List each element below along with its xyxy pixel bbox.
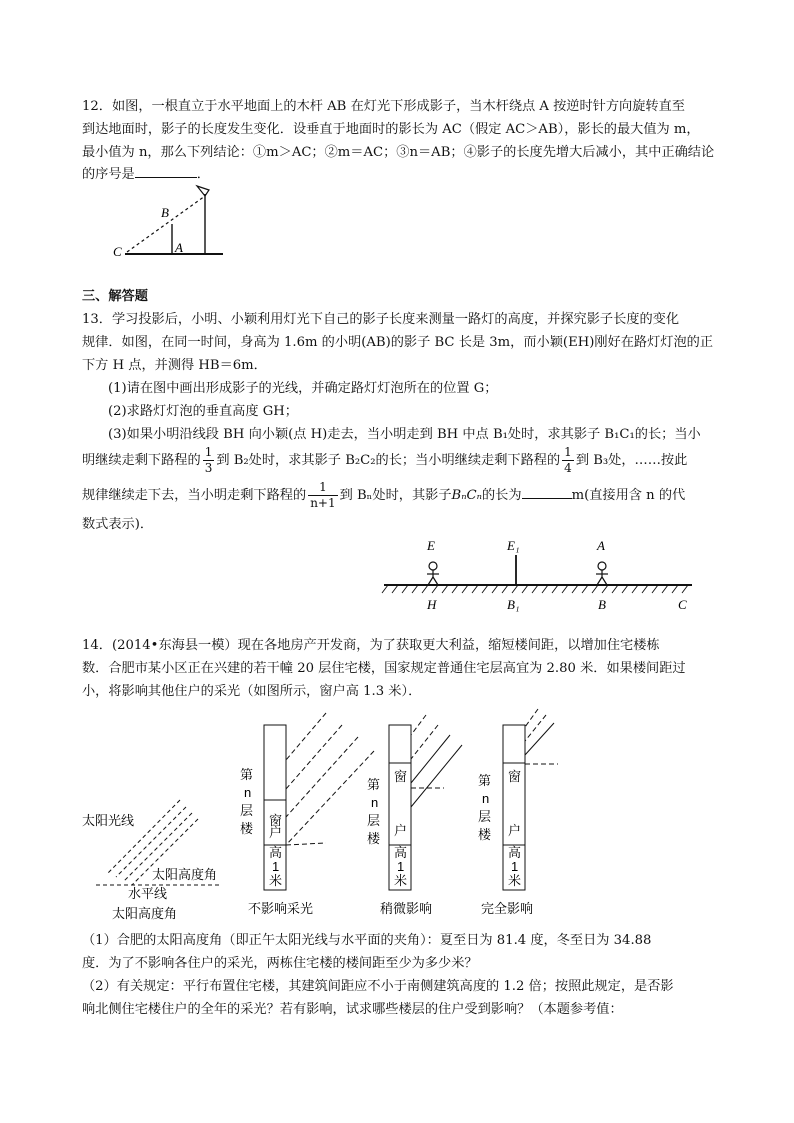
floor-label-4: 楼 <box>367 831 381 846</box>
height-label-1: 高 <box>394 845 408 860</box>
q14-line2: 数．合肥市某小区正在兴建的若干幢 20 层住宅楼，国家规定普通住宅层高宜为 2.80 米．如果楼间距过 <box>82 661 686 676</box>
shadow-line-case1 <box>286 843 326 845</box>
window-label-2: 户 <box>269 825 283 840</box>
q14-sub1-line1: （1）合肥的太阳高度角（即正午太阳光线与水平面的夹角）：夏至日为 81.4 度，冬至日为 34.88 <box>82 933 652 948</box>
q13-line2: 规律．如图，在同一时间，身高为 1.6m 的小明(AB)的影子 BC 长是 3m，而小颖(EH)刚好在路灯灯泡的正 <box>82 335 714 350</box>
rays-case3 <box>525 709 554 755</box>
floor-label-1: 第 <box>478 773 492 788</box>
q13-text: 明继续走剩下路程的 <box>82 453 201 468</box>
caption-case1: 不影响采光 <box>248 901 314 916</box>
label-h: H <box>427 597 437 612</box>
rays-case2 <box>411 715 462 807</box>
floor-label-3: 层 <box>367 813 381 828</box>
person-a-icon <box>596 562 608 585</box>
q12-line4-prefix: 的序号是 <box>82 167 135 182</box>
q13-text: 到 B₂处时，求其影子 B₂C₂的长；当小明继续走剩下路程的 <box>216 453 561 468</box>
section-title: 三、解答题 <box>82 289 148 304</box>
q12-line1: 12．如图，一根直立于水平地面上的木杆 AB 在灯光下形成影子，当木杆绕点 A 按逆时针方向旋转直至 <box>82 99 685 114</box>
label-sunlight: 太阳光线 <box>82 813 135 828</box>
label-b1: B₁ <box>507 597 520 612</box>
q13-line1: 13．学习投影后，小明、小颖利用灯光下自己的影子长度来测量一路灯的高度，并探究影子长度的变化 <box>82 312 680 327</box>
window-label-1: 窗 <box>508 769 522 784</box>
q14-line1: 14．(2014•东海县一模）现在各地房产开发商，为了获取更大利益，缩短楼间距，以增加住宅楼栋 <box>82 638 660 653</box>
label-b: B <box>598 597 606 612</box>
q14-line3: 小，将影响其他住户的采光（如图所示，窗户高 1.3 米）． <box>82 684 422 699</box>
fraction: $\frac{1}{n+1}$ <box>310 480 336 510</box>
rays-case1 <box>286 713 374 845</box>
q13-text: m(直接用含 n 的代 <box>571 488 686 503</box>
label-e1: E₁ <box>507 538 520 553</box>
height-label-2: 1 <box>397 859 405 874</box>
caption-case3: 完全影响 <box>481 901 534 916</box>
q13-part2: (2)求路灯灯泡的垂直高度 GH； <box>108 404 298 419</box>
height-label-3: 米 <box>394 873 408 888</box>
label-a: A <box>597 538 605 553</box>
q14-figure <box>80 705 580 925</box>
floor-label-1: 第 <box>367 777 381 792</box>
window-label-2: 户 <box>508 823 522 838</box>
floor-label-2: n <box>244 785 252 800</box>
height-label-3: 米 <box>508 873 522 888</box>
height-label-1: 高 <box>269 845 283 860</box>
window-label-2: 户 <box>394 823 408 838</box>
q14-sub2-line2: 响北侧住宅楼住户的全年的采光？若有影响，试求哪些楼层的住户受到影响？（本题参考值： <box>82 1002 623 1017</box>
floor-label-2: n <box>371 795 379 810</box>
floor-label-4: 楼 <box>240 821 254 836</box>
height-label-2: 1 <box>272 859 280 874</box>
answer-blank[interactable] <box>135 163 197 178</box>
label-b: B <box>161 205 169 220</box>
floor-label-1: 第 <box>240 767 254 782</box>
fraction: $\frac{1}{3}$ <box>204 445 213 475</box>
q13-text: 到 B₃处，……按此 <box>575 453 688 468</box>
floor-label-3: 层 <box>240 803 254 818</box>
ground-hatching <box>382 585 688 593</box>
floor-label-3: 层 <box>478 809 492 824</box>
answer-blank[interactable] <box>522 484 572 499</box>
q13-text: 到 Bₙ处时，其影子 <box>339 488 452 503</box>
q14-sub1-line2: 度．为了不影响各住户的采光，两栋住宅楼的楼间距至少为多少米？ <box>82 956 478 971</box>
q13-line-last: 数式表示)． <box>82 517 154 532</box>
height-label-3: 米 <box>269 873 283 888</box>
q14-sub2-line1: （2）有关规定：平行布置住宅楼，其建筑间距应不小于南侧建筑高度的 1.2 倍；按照此规定，是否影 <box>82 979 674 994</box>
label-sun-angle-bottom: 太阳高度角 <box>112 906 178 921</box>
q13-text: 规律继续走下去，当小明走剩下路程的 <box>82 488 307 503</box>
height-label-1: 高 <box>508 845 522 860</box>
label-c: C <box>678 597 687 612</box>
q12-line2: 到达地面时，影子的长度发生变化．设垂直于地面时的影长为 AC（假定 AC＞AB），影长的最大值为 m， <box>82 122 700 137</box>
lamp-icon <box>197 186 209 196</box>
q13-part1: (1)请在图中画出形成影子的光线，并确定路灯灯泡所在的位置 G； <box>108 381 498 396</box>
window-label-1: 窗 <box>394 769 408 784</box>
q12-line3: 最小值为 n，那么下列结论：①m＞AC；②m＝AC；③n＝AB；④影子的长度先增大后减小，其中正确结论 <box>82 145 715 160</box>
fraction: $\frac{1}{4}$ <box>564 445 572 475</box>
window-label-1: 窗 <box>269 813 283 828</box>
q13-line-frac2 <box>82 473 685 519</box>
label-c: C <box>113 244 122 259</box>
q13-figure <box>380 535 700 615</box>
q12-line4-suffix: ． <box>196 167 210 182</box>
caption-case2: 稍微影响 <box>380 901 433 916</box>
label-horizontal: 水平线 <box>128 886 168 901</box>
label-a: A <box>175 240 183 255</box>
label-sun-angle-top: 太阳高度角 <box>152 867 218 882</box>
label-e: E <box>427 538 435 553</box>
q13-part3: (3)如果小明沿线段 BH 向小颖(点 H)走去，当小明走到 BH 中点 B₁处时，求其影子 B₁C₁的长；当小 <box>108 427 701 442</box>
q13-line3: 下方 H 点，并测得 HB＝6m． <box>82 358 267 373</box>
q13-variable: BₙCₙ <box>451 488 482 503</box>
floor-label-4: 楼 <box>478 827 492 842</box>
height-label-2: 1 <box>511 859 519 874</box>
q13-text: 的长为 <box>482 488 522 503</box>
floor-label-2: n <box>482 791 490 806</box>
person-e-icon <box>427 562 439 585</box>
q12-figure <box>105 182 235 262</box>
